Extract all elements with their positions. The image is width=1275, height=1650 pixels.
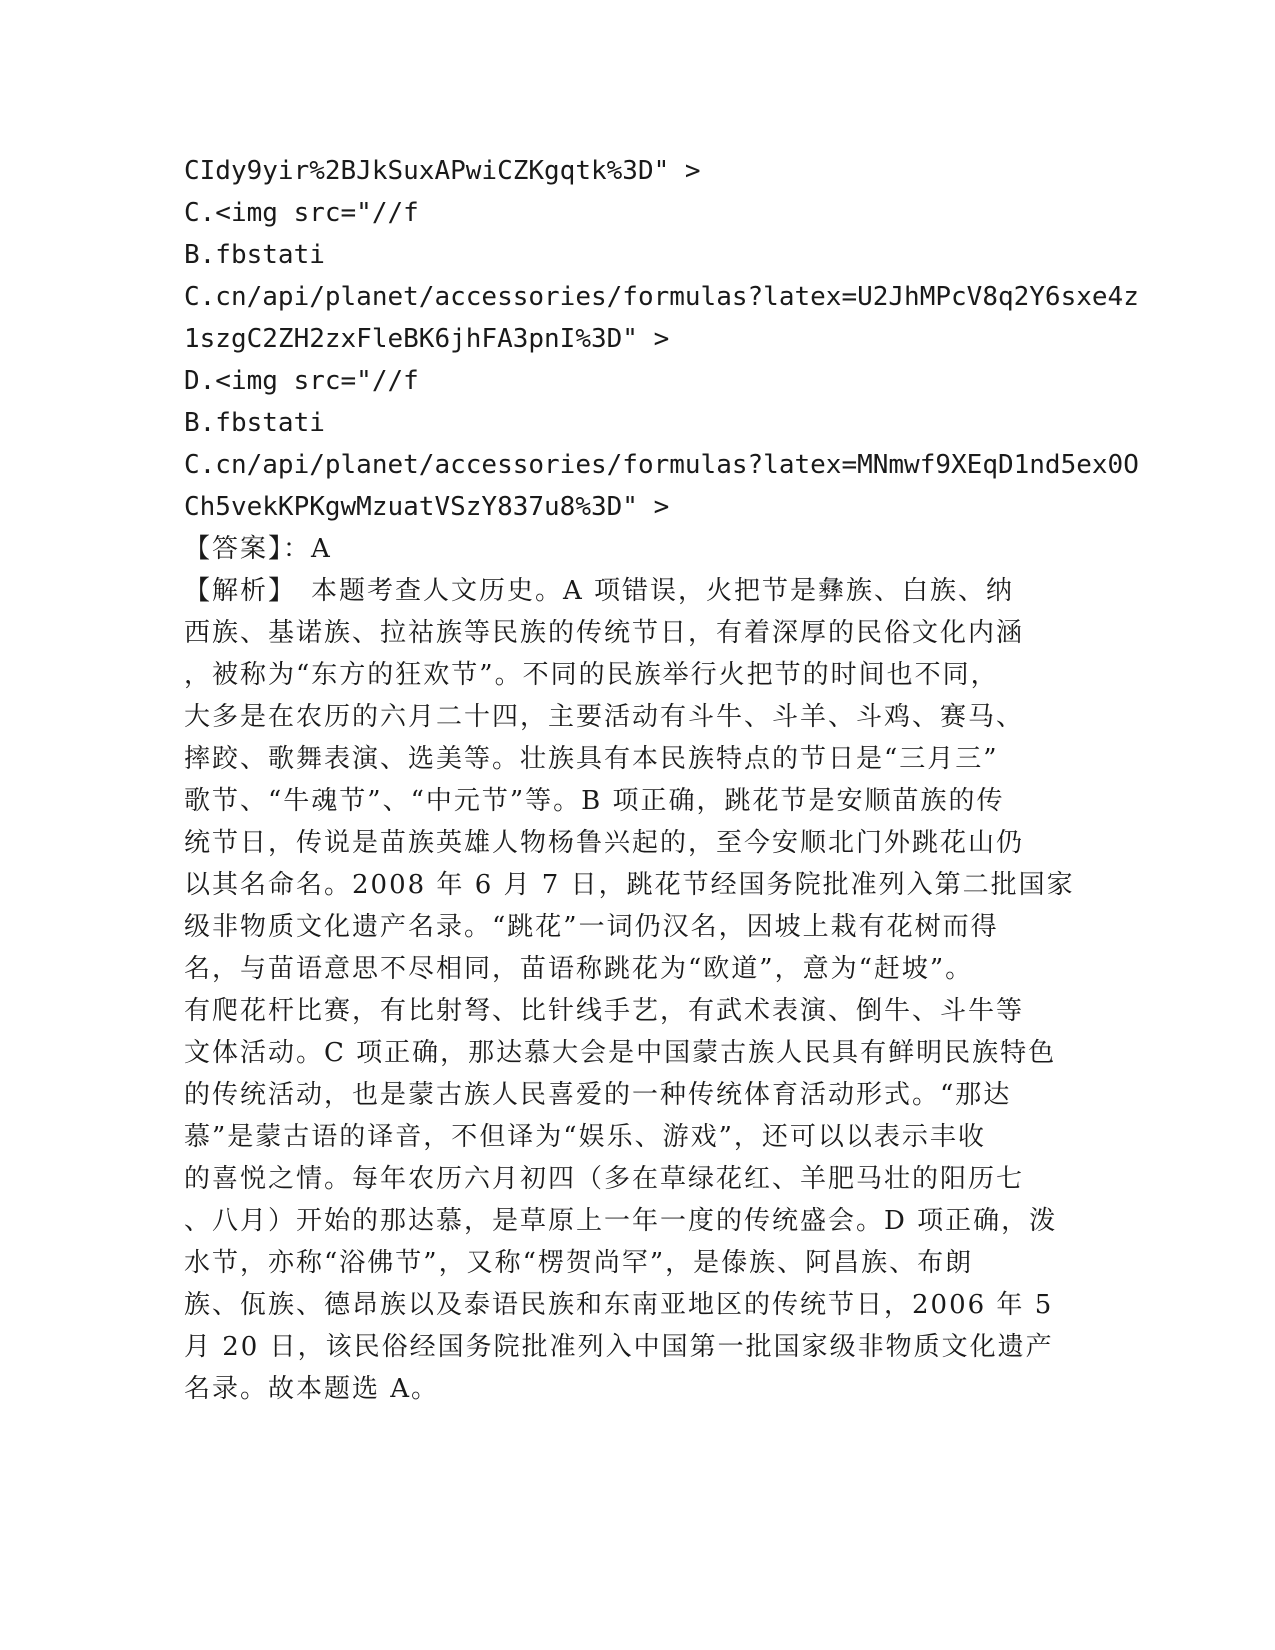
option-text-line: B.fbstati (184, 240, 325, 270)
option-text-line: C.<img src="//f (184, 198, 419, 228)
option-text-line: Ch5vekKPKgwMzuatVSzY837u8%3D" > (184, 492, 670, 522)
option-text-line: B.fbstati (184, 408, 325, 438)
analysis-text: 级非物质文化遗产名录。“跳花”一词仍汉名，因坡上栽有花树而得 (184, 912, 999, 942)
analysis-text: 的喜悦之情。每年农历六月初四（多在草绿花红、羊肥马壮的阳历七 (184, 1164, 1025, 1194)
option-text-line: CIdy9yir%2BJkSuxAPwiCZKgqtk%3D" > (184, 156, 701, 186)
option-text-line: C.cn/api/planet/accessories/formulas?latex=MNmwf9XEqD1nd5ex0O (184, 450, 1139, 480)
analysis-text: 名，与苗语意思不尽相同，苗语称跳花为“欧道”，意为“赶坡”。 (184, 954, 974, 984)
analysis-text: 摔跤、歌舞表演、选美等。壮族具有本民族特点的节日是“三月三” (184, 744, 999, 774)
option-text-line: 1szgC2ZH2zxFleBK6jhFA3pnI%3D" > (184, 324, 670, 354)
analysis-text: 统节日，传说是苗族英雄人物杨鲁兴起的，至今安顺北门外跳花山仍 (184, 828, 1025, 858)
document-content (184, 150, 1139, 1410)
analysis-text: 族、佤族、德昂族以及泰语民族和东南亚地区的传统节日，2006 年 5 (184, 1290, 1054, 1320)
option-text-line: D.<img src="//f (184, 366, 419, 396)
analysis-text: 本题考查人文历史。A 项错误，火把节是彝族、白族、纳 (283, 576, 1015, 606)
analysis-text: 歌节、“牛魂节”、“中元节”等。B 项正确，跳花节是安顺苗族的传 (184, 786, 1005, 816)
answer-line (184, 528, 1064, 570)
analysis-line (184, 570, 1064, 612)
analysis-text: 慕”是蒙古语的译音，不但译为“娱乐、游戏”，还可以以表示丰收 (184, 1122, 986, 1152)
analysis-text: 西族、基诺族、拉祜族等民族的传统节日，有着深厚的民俗文化内涵 (184, 618, 1025, 648)
analysis-text: ，被称为“东方的狂欢节”。不同的民族举行火把节的时间也不同， (184, 660, 999, 690)
analysis-text: 月 20 日，该民俗经国务院批准列入中国第一批国家级非物质文化遗产 (184, 1332, 1054, 1362)
analysis-text: 以其名命名。2008 年 6 月 7 日，跳花节经国务院批准列入第二批国家 (184, 870, 1075, 900)
analysis-text: 大多是在农历的六月二十四，主要活动有斗牛、斗羊、斗鸡、赛马、 (184, 702, 1025, 732)
analysis-text: 文体活动。C 项正确，那达慕大会是中国蒙古族人民具有鲜明民族特色 (184, 1038, 1057, 1068)
answer-value: ：A (283, 534, 332, 564)
analysis-text: 水节，亦称“浴佛节”，又称“楞贺尚罕”，是傣族、阿昌族、布朗 (184, 1248, 974, 1278)
analysis-label: 【解析】 (184, 576, 284, 606)
analysis-text: 的传统活动，也是蒙古族人民喜爱的一种传统体育活动形式。“那达 (184, 1080, 1012, 1110)
analysis-text: 有爬花杆比赛，有比射弩、比针线手艺，有武术表演、倒牛、斗牛等 (184, 996, 1025, 1026)
analysis-text: 名录。故本题选 A。 (184, 1374, 440, 1404)
analysis-text: 、八月）开始的那达慕，是草原上一年一度的传统盛会。D 项正确，泼 (184, 1206, 1058, 1236)
option-text-line: C.cn/api/planet/accessories/formulas?latex=U2JhMPcV8q2Y6sxe4z (184, 282, 1139, 312)
answer-label: 【答案】 (184, 534, 284, 564)
